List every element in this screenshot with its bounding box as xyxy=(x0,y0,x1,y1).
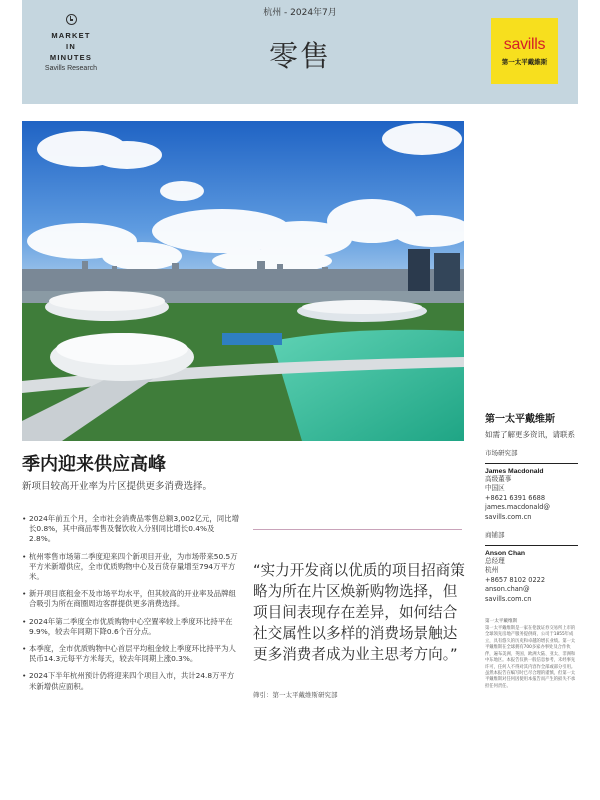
brand-subtitle: Savills Research xyxy=(44,65,98,72)
key-point: • 2024下半年杭州预计仍将迎来四个项目入市，共计24.8万平方米新增供应面积。 xyxy=(22,671,240,691)
contact-phone[interactable]: +8657 8102 0222 xyxy=(485,575,546,584)
contact-email[interactable]: james.macdonald@ xyxy=(485,503,551,512)
contact-title: 总经理 xyxy=(485,557,505,566)
key-point: • 2024年第二季度全市优质购物中心空置率较上季度环比持平在9.9%，较去年同期下降0.6个百分点。 xyxy=(22,617,240,637)
contact-sidebar xyxy=(485,410,578,690)
headline: 季内迎来供应高峰 xyxy=(22,454,166,475)
contact-email-domain[interactable]: savills.com.cn xyxy=(485,512,532,521)
contact-email-domain[interactable]: savills.com.cn xyxy=(485,594,532,603)
key-point: • 2024年前五个月，全市社会消费品零售总额3,002亿元，同比增长0.8%，其中商品零售及餐饮收入分别同比增长0.4%及2.8%。 xyxy=(22,514,240,545)
report-title: 零售 xyxy=(268,39,331,73)
department-label: 商铺部 xyxy=(485,531,505,540)
edition-label: 杭州 - 2024年7月 xyxy=(263,8,337,18)
disclaimer-title: 第一太平戴维斯 xyxy=(485,619,518,625)
department-label: 市场研究部 xyxy=(485,449,518,457)
savills-logo xyxy=(491,18,558,84)
subheadline: 新项目较高开业率为片区提供更多消费选择。 xyxy=(22,481,213,492)
contact-title: 高级董事 xyxy=(485,475,512,483)
header-band xyxy=(22,0,578,104)
market-in-minutes-logo: MARKET IN MINUTES Savills Research xyxy=(38,14,104,72)
contact-phone[interactable]: +8621 6391 6688 xyxy=(485,493,546,502)
contact-name: Anson Chan xyxy=(485,550,526,558)
key-point: • 本季度，全市优质购物中心首层平均租金较上季度环比持平为人民币14.3元每平方米每天，较去年同期上涨0.3%。 xyxy=(22,644,240,664)
cover-photo xyxy=(22,121,464,441)
quote-source: 筛引：第一太平戴维斯研究部 xyxy=(253,691,338,699)
key-point: • 新开项目底租金不及市场平均水平，但其较高的开业率及品牌组合吸引为所在商圈周边客群提供更多消费选择。 xyxy=(22,589,240,609)
key-points-list xyxy=(22,514,240,699)
savills-logo-text: savills xyxy=(503,36,546,53)
divider xyxy=(485,463,578,464)
quote-divider xyxy=(253,529,462,530)
savills-logo-cn: 第一太平戴維斯 xyxy=(501,58,548,66)
divider xyxy=(485,545,578,546)
contact-name: James Macdonald xyxy=(485,468,544,475)
contact-prompt: 如需了解更多资讯，请联系 xyxy=(485,430,575,439)
disclaimer-text: 第一太平戴维斯是一家在伦敦证券交易所上市的全球领先房地产服务提供商，公司于1855年成立，具有悠久的历史和卓越的增长业绩。第一太平戴维斯在全球拥有700多家办事处及合作伙伴，遍布美洲、英国、欧洲大陆、亚太、非洲和中东地区。本报告仅供一般信息参考，未经事先许可，任何人不得对其内容作全部或部分引用。虽然本报告在编写时已尽合理的谨慎，但第一太平戴维斯对任何因使用本报告而产生的损失不承担任何责任。 xyxy=(485,626,576,689)
pull-quote: “实力开发商以优质的项目招商策略为所在片区焕新购物选择，但项目间表现存在差异，如何结合社交属性以多样的消费场景触达更多消费者成为业主思考方向。” xyxy=(253,562,465,663)
contact-region: 杭州 xyxy=(485,566,499,575)
contact-email[interactable]: anson.chan@ xyxy=(485,585,530,594)
contact-region: 中国区 xyxy=(485,484,505,493)
sidebar-brand: 第一太平戴维斯 xyxy=(485,414,555,425)
key-point: • 杭州零售市场第二季度迎来四个新项目开业，为市场带来50.5万平方米新增供应，全市优质购物中心及百货存量增至794万平方米。 xyxy=(22,552,240,583)
